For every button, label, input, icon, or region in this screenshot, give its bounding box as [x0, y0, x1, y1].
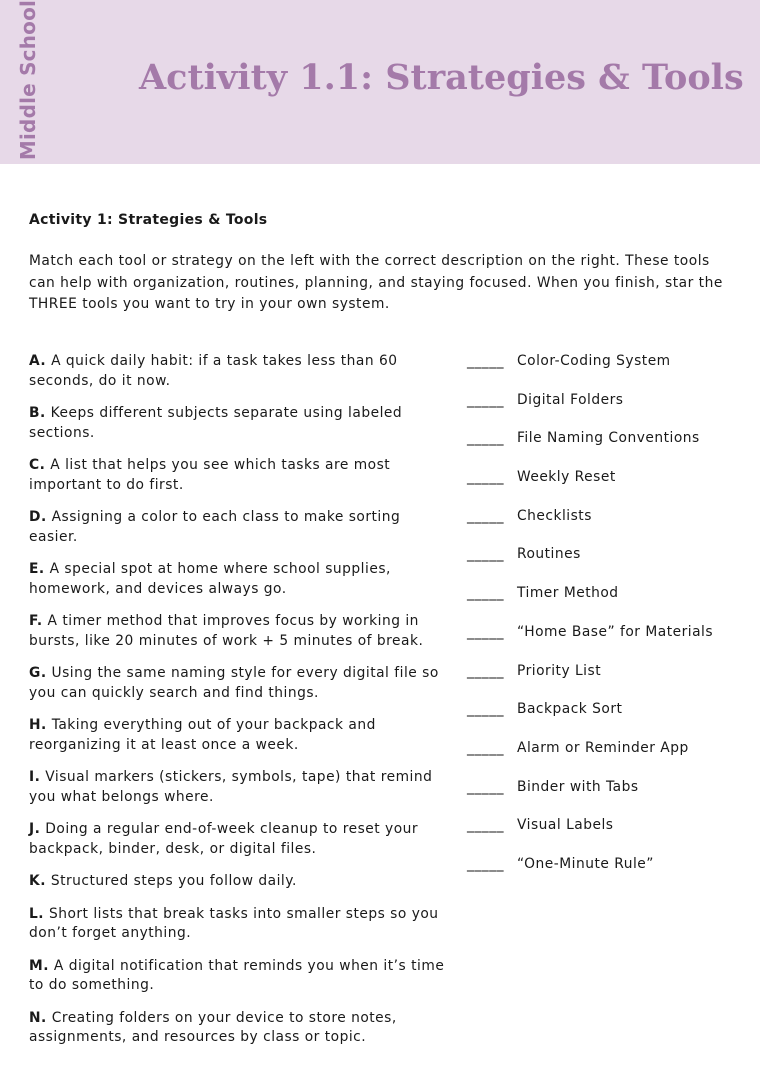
- tool-name: “One-Minute Rule”: [517, 855, 654, 872]
- description-text: Keeps different subjects separate using labeled sections.: [29, 405, 403, 441]
- description-text: Visual markers (stickers, symbols, tape) that remind you what belongs where.: [29, 769, 433, 805]
- description-letter: E.: [29, 561, 45, 577]
- tool-item: [467, 816, 737, 855]
- tool-name: Priority List: [517, 662, 602, 679]
- description-item: [29, 508, 449, 547]
- header-banner: [0, 0, 760, 164]
- answer-blank[interactable]: _____: [467, 855, 504, 872]
- instructions-paragraph: Match each tool or strategy on the left with the correct description on the right. These tools can help with organization, routines, planning, and staying focused. When you finish, star the THREE tools you want to try in your own system.: [29, 253, 723, 312]
- description-item: [29, 768, 449, 807]
- description-letter: M.: [29, 957, 49, 974]
- answer-blank[interactable]: _____: [467, 817, 504, 834]
- description-text: A list that helps you see which tasks are most important to do first.: [29, 457, 391, 493]
- description-text: Short lists that break tasks into smaller steps so you don’t forget anything.: [29, 905, 439, 941]
- description-text: Using the same naming style for every digital file so you can quickly search and find things.: [29, 665, 439, 701]
- description-text: A special spot at home where school supplies, homework, and devices always go.: [29, 561, 391, 597]
- description-letter: J.: [29, 821, 41, 837]
- tool-item: [467, 507, 737, 546]
- tool-name: Binder with Tabs: [517, 778, 639, 795]
- answer-blank[interactable]: _____: [467, 391, 504, 408]
- description-text: Structured steps you follow daily.: [50, 873, 297, 889]
- description-item: [29, 716, 449, 755]
- description-item: [29, 957, 449, 996]
- tool-name: Visual Labels: [517, 817, 614, 834]
- page-title: Activity 1.1: Strategies & Tools: [139, 57, 744, 98]
- answer-blank[interactable]: _____: [467, 546, 504, 563]
- answer-blank[interactable]: _____: [467, 507, 504, 524]
- intro-section: [29, 210, 729, 316]
- tool-name: Weekly Reset: [517, 469, 616, 486]
- tool-item: [467, 584, 737, 623]
- description-item: [29, 820, 449, 859]
- tool-name: File Naming Conventions: [517, 430, 700, 447]
- description-text: Assigning a color to each class to make sorting easier.: [29, 509, 401, 545]
- description-item: [29, 1009, 449, 1048]
- answer-blank[interactable]: _____: [467, 353, 504, 369]
- tool-item: [467, 855, 737, 894]
- tool-name: Alarm or Reminder App: [517, 739, 689, 756]
- tool-item: [467, 778, 737, 817]
- grade-level-tag: [13, 0, 43, 161]
- tool-name: Digital Folders: [517, 391, 624, 408]
- tool-name: “Home Base” for Materials: [517, 623, 714, 640]
- description-letter: H.: [29, 717, 47, 733]
- description-letter: I.: [29, 769, 41, 785]
- tool-item: [467, 623, 737, 662]
- tool-name: Color-Coding System: [517, 353, 671, 369]
- answer-blank[interactable]: _____: [467, 739, 504, 756]
- description-item: [29, 560, 449, 599]
- tool-item: [467, 545, 737, 584]
- answer-blank[interactable]: _____: [467, 430, 504, 447]
- tool-item: [467, 352, 737, 391]
- description-item: [29, 612, 449, 651]
- description-text: A digital notification that reminds you when it’s time to do something.: [29, 957, 445, 993]
- description-item: [29, 664, 449, 703]
- description-text: A timer method that improves focus by working in bursts, like 20 minutes of work + 5 minutes of break.: [29, 613, 424, 649]
- description-letter: K.: [29, 873, 46, 889]
- description-letter: B.: [29, 405, 46, 421]
- description-letter: C.: [29, 457, 46, 473]
- tool-item: [467, 700, 737, 739]
- description-text: Doing a regular end-of-week cleanup to reset your backpack, binder, desk, or digital files.: [29, 821, 419, 857]
- answer-blank[interactable]: _____: [467, 778, 504, 795]
- description-letter: N.: [29, 1009, 47, 1026]
- tool-name: Routines: [517, 546, 581, 563]
- tool-item: [467, 739, 737, 778]
- description-item: [29, 905, 449, 944]
- tool-item: [467, 391, 737, 430]
- tool-name: Checklists: [517, 507, 592, 524]
- description-item: [29, 872, 449, 892]
- tool-name: Timer Method: [517, 585, 619, 602]
- description-letter: G.: [29, 665, 47, 681]
- description-item: [29, 404, 449, 443]
- grade-level-label: Middle School: [16, 0, 40, 161]
- description-item: [29, 456, 449, 495]
- tool-name: Backpack Sort: [517, 701, 623, 718]
- activity-heading: Activity 1: Strategies & Tools: [29, 212, 268, 228]
- description-text: A quick daily habit: if a task takes less than 60 seconds, do it now.: [29, 353, 398, 389]
- tools-list: [467, 352, 737, 894]
- tool-item: [467, 468, 737, 507]
- description-text: Taking everything out of your backpack and reorganizing it at least once a week.: [29, 717, 376, 753]
- description-letter: D.: [29, 509, 47, 525]
- description-letter: A.: [29, 353, 47, 369]
- description-item: [29, 352, 449, 391]
- tool-item: [467, 429, 737, 468]
- description-letter: L.: [29, 905, 45, 922]
- tool-item: [467, 662, 737, 701]
- description-letter: F.: [29, 613, 43, 629]
- answer-blank[interactable]: _____: [467, 585, 504, 602]
- answer-blank[interactable]: _____: [467, 469, 504, 486]
- answer-blank[interactable]: _____: [467, 701, 504, 718]
- answer-blank[interactable]: _____: [467, 623, 504, 640]
- descriptions-list: [29, 352, 449, 1061]
- description-text: Creating folders on your device to store notes, assignments, and resources by class or topic.: [29, 1009, 397, 1045]
- answer-blank[interactable]: _____: [467, 662, 504, 679]
